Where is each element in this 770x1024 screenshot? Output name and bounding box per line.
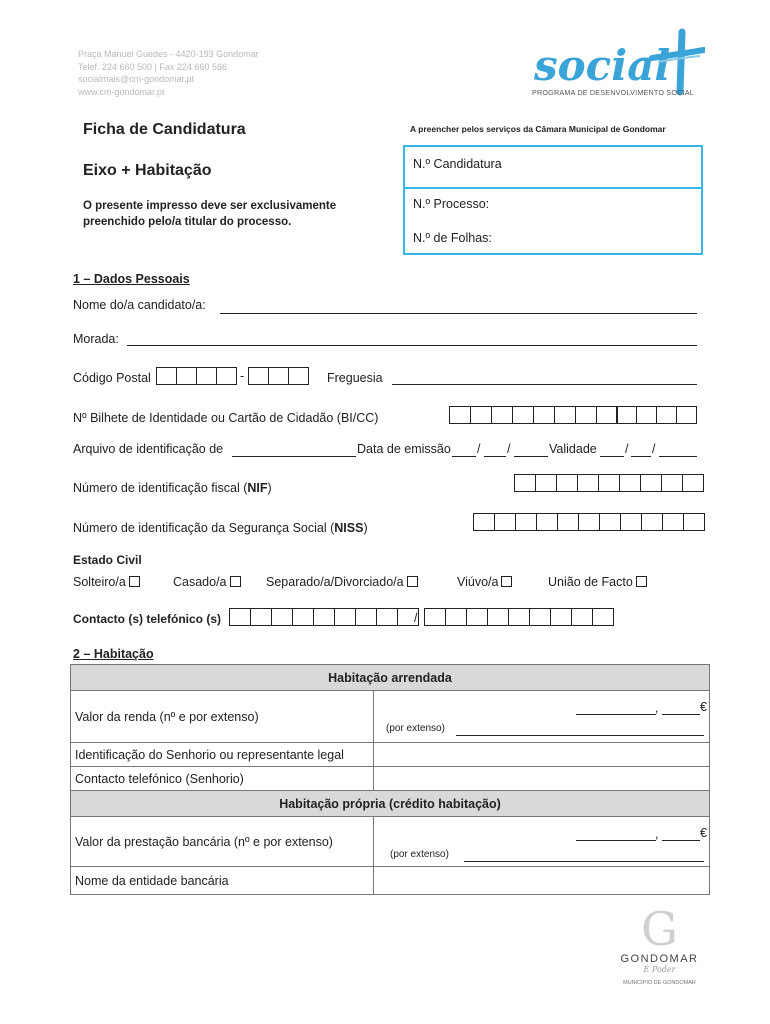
valor-prestacao-field[interactable]: [374, 817, 710, 867]
codigo-postal-boxes-2[interactable]: [248, 367, 309, 385]
municipio-name: GONDOMAR: [620, 953, 699, 965]
emissao-year-line[interactable]: [514, 456, 548, 457]
municipio-caption: MUNICÍPIO DE GONDOMAR: [623, 980, 696, 986]
arquivo-input-line[interactable]: [232, 456, 356, 457]
comma: ,: [655, 827, 659, 841]
contacto-boxes-2[interactable]: [424, 608, 614, 626]
codigo-postal-boxes-1[interactable]: [156, 367, 237, 385]
euro-symbol: €: [700, 700, 707, 714]
form-subtitle: Eixo + Habitação: [83, 162, 212, 179]
senhorio-id-field[interactable]: [374, 743, 710, 767]
section2-number: 2: [73, 647, 80, 661]
emissao-month-line[interactable]: [484, 456, 506, 457]
por-extenso-label: (por extenso): [390, 849, 449, 860]
validade-month-line[interactable]: [631, 456, 651, 457]
date-slash: /: [625, 442, 629, 456]
validade-label: Validade: [549, 442, 597, 456]
entidade-label: Nome da entidade bancária: [71, 867, 374, 895]
email-line: socialmais@cm-gondomar.pt: [78, 74, 195, 84]
valor-prestacao-label: Valor da prestação bancária (nº e por extenso): [71, 817, 374, 867]
nome-label: Nome do/a candidato/a:: [73, 298, 206, 312]
section1-number: 1: [73, 272, 80, 286]
arrendada-header: Habitação arrendada: [71, 665, 710, 691]
section1-title: – Dados Pessoais: [79, 272, 190, 286]
option-casado[interactable]: Casado/a: [173, 575, 241, 589]
propria-header: Habitação própria (crédito habitação): [71, 791, 710, 817]
nome-input-line[interactable]: [220, 313, 697, 314]
senhorio-contacto-label: Contacto telefónico (Senhorio): [71, 767, 374, 791]
logo-subtitle: PROGRAMA DE DESENVOLVIMENTO SOCIAL: [532, 88, 694, 97]
section2-heading: [73, 647, 154, 661]
codigo-postal-label: Código Postal: [73, 371, 151, 385]
bi-check-boxes[interactable]: [616, 406, 697, 424]
data-emissao-label: Data de emissão: [357, 442, 451, 456]
validade-year-line[interactable]: [659, 456, 697, 457]
entidade-field[interactable]: [374, 867, 710, 895]
candidatura-field[interactable]: N.º Candidatura: [413, 157, 502, 171]
por-extenso-label: (por extenso): [386, 723, 445, 734]
date-slash: /: [652, 442, 656, 456]
niss-label: Número de identificação da Segurança Social (NISS): [73, 521, 368, 535]
checkbox[interactable]: [501, 576, 512, 587]
folhas-field[interactable]: N.º de Folhas:: [413, 231, 492, 245]
euro-symbol: €: [700, 826, 707, 840]
contacto-separator: /: [414, 611, 418, 625]
niss-boxes[interactable]: [473, 513, 705, 531]
checkbox[interactable]: [407, 576, 418, 587]
comma: ,: [655, 701, 659, 715]
checkbox[interactable]: [129, 576, 140, 587]
bi-boxes[interactable]: [449, 406, 618, 424]
option-uniao-facto[interactable]: União de Facto: [548, 575, 647, 589]
gondomar-seal: [612, 902, 707, 1000]
address-block: [78, 48, 259, 98]
checkbox[interactable]: [230, 576, 241, 587]
validade-day-line[interactable]: [600, 456, 624, 457]
svg-text:social: social: [534, 41, 671, 90]
senhorio-contacto-field[interactable]: [374, 767, 710, 791]
estado-civil-heading: Estado Civil: [73, 553, 142, 567]
checkbox[interactable]: [636, 576, 647, 587]
contacto-boxes-1[interactable]: [229, 608, 419, 626]
nif-boxes[interactable]: [514, 474, 704, 492]
freguesia-input-line[interactable]: [392, 384, 697, 385]
bi-label: Nº Bilhete de Identidade ou Cartão de Cidadão (BI/CC): [73, 411, 379, 425]
freguesia-label: Freguesia: [327, 371, 383, 385]
emissao-day-line[interactable]: [452, 456, 476, 457]
nif-label: Número de identificação fiscal (NIF): [73, 481, 272, 495]
services-note: A preencher pelos serviços da Câmara Municipal de Gondomar: [410, 124, 666, 134]
municipio-slogan: É Poder: [643, 965, 676, 974]
processo-field[interactable]: N.º Processo:: [413, 197, 490, 211]
date-slash: /: [477, 442, 481, 456]
valor-renda-field[interactable]: [374, 691, 710, 743]
section2-title: – Habitação: [79, 647, 154, 661]
habitacao-table: [70, 664, 710, 895]
services-box: [403, 145, 703, 255]
divider: [405, 187, 701, 189]
section1-heading: [73, 272, 190, 286]
date-slash: /: [507, 442, 511, 456]
phone-line: Telef. 224 660 500 | Fax 224 660 566: [78, 61, 227, 72]
morada-input-line[interactable]: [127, 345, 697, 346]
seal-letter: G: [641, 902, 678, 956]
arquivo-label: Arquivo de identificação de: [73, 442, 224, 456]
option-viuvo[interactable]: Viúvo/a: [457, 575, 512, 589]
option-separado[interactable]: Separado/a/Divorciado/a: [266, 575, 418, 589]
website-line: www.cm-gondomar.pt: [78, 86, 165, 97]
address-line: Praça Manuel Guedes - 4420-193 Gondomar: [78, 49, 259, 59]
senhorio-id-label: Identificação do Senhorio ou representante legal: [71, 743, 374, 767]
contacto-label: Contacto (s) telefónico (s): [73, 612, 222, 626]
codigo-postal-dash: -: [240, 369, 245, 383]
form-title: Ficha de Candidatura: [83, 121, 246, 138]
morada-label: Morada:: [73, 332, 119, 346]
option-solteiro[interactable]: Solteiro/a: [73, 575, 140, 589]
intro-note: O presente impresso deve ser exclusivamente preenchido pelo/a titular do processo.: [83, 200, 337, 228]
valor-renda-label: Valor da renda (nº e por extenso): [71, 691, 374, 743]
